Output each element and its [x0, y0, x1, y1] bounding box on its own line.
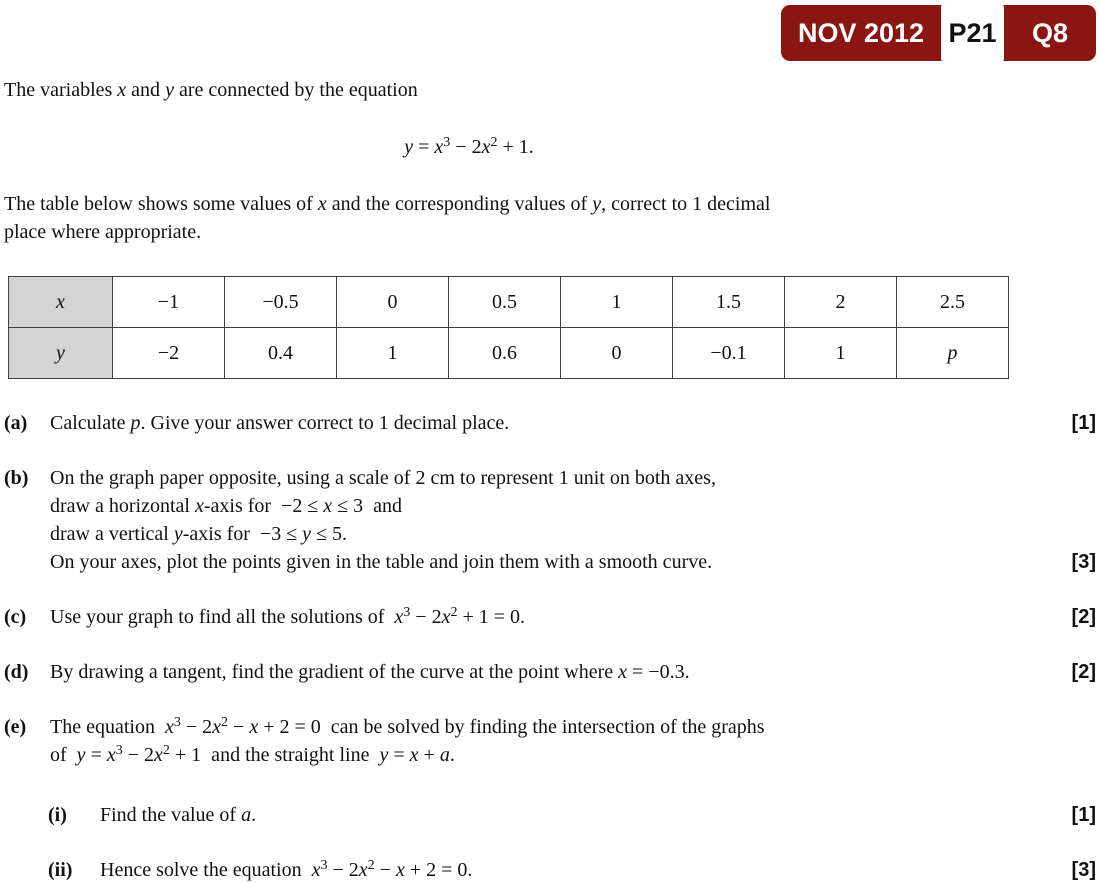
- part-a: [4, 409, 1096, 437]
- part-b-text: On the graph paper opposite, using a scale of 2 cm to represent 1 unit on both axes, draw a horizontal x-axis for −2 ≤ x ≤ 3 and draw a vertical y-axis for −3 ≤ y ≤ 5. On your axes, plot the points given in the table and join them with a smooth curve.: [50, 467, 716, 573]
- y-value-cell: 1: [785, 328, 897, 379]
- x-value-cell: 1: [561, 277, 673, 328]
- question-reference-banner: [781, 5, 1096, 61]
- part-b-marks: [3]: [1071, 551, 1096, 573]
- part-a-text: Calculate p. Give your answer correct to 1 decimal place.: [50, 412, 510, 434]
- part-e-text: The equation $x^3 - 2x^2 - x + 2 = 0$ can be solved by finding the intersection of the graphs of $y = x^3 - 2x^2 + 1$ and the straight line y = x + a.: [50, 715, 765, 766]
- y-value-cell: 0.4: [225, 328, 337, 379]
- part-c: [4, 603, 1096, 631]
- question-parts: [4, 409, 1096, 883]
- x-value-cell: −1: [113, 277, 225, 328]
- x-value-cell: −0.5: [225, 277, 337, 328]
- y-value-cell: 0: [561, 328, 673, 379]
- x-value-cell: 1.5: [673, 277, 785, 328]
- part-e-ii-label: (ii): [48, 859, 73, 881]
- part-e-i-label: (i): [48, 804, 67, 826]
- part-b-label: (b): [4, 467, 29, 489]
- x-value-cell: 2: [785, 277, 897, 328]
- part-d-label: (d): [4, 661, 29, 683]
- part-e-i-text: Find the value of a.: [100, 804, 257, 826]
- y-value-cell: 0.6: [449, 328, 561, 379]
- part-b: [4, 464, 1096, 576]
- part-c-text: Use your graph to find all the solutions of $x^3 - 2x^2 + 1 = 0$.: [50, 605, 526, 628]
- part-e-ii: [4, 856, 1096, 883]
- table-row-y: [9, 328, 1009, 379]
- part-d-text: By drawing a tangent, find the gradient of the curve at the point where x = −0.3.: [50, 661, 690, 683]
- part-e-ii-marks: [3]: [1071, 859, 1096, 881]
- y-value-cell: −0.1: [673, 328, 785, 379]
- part-e: [4, 713, 1096, 769]
- part-e-i-marks: [1]: [1071, 804, 1096, 826]
- part-e-marks: [1036, 713, 1096, 769]
- y-value-cell-p: p: [897, 328, 1009, 379]
- part-c-marks: [2]: [1071, 606, 1096, 628]
- main-equation: $y = x^3 - 2x^2 + 1$.: [404, 135, 534, 158]
- table-row-x: [9, 277, 1009, 328]
- part-c-label: (c): [4, 606, 27, 628]
- row-header-y: y: [9, 328, 113, 379]
- values-table: [8, 276, 1009, 379]
- row-header-x: x: [9, 277, 113, 328]
- x-value-cell: 2.5: [897, 277, 1009, 328]
- paper-number-badge: P21: [941, 5, 1004, 61]
- part-e-ii-text: Hence solve the equation $x^3 - 2x^2 - x + 2 = 0$.: [100, 858, 473, 881]
- x-value-cell: 0: [337, 277, 449, 328]
- part-a-marks: [1]: [1071, 412, 1096, 434]
- intro-sentence: The variables x and y are connected by the equation: [4, 79, 418, 101]
- table-description: [4, 190, 1096, 246]
- question-number-badge: Q8: [1031, 18, 1069, 48]
- part-d-marks: [2]: [1071, 661, 1096, 683]
- part-e-label: (e): [4, 716, 27, 738]
- part-e-i: [4, 801, 1096, 829]
- table-description-line: The table below shows some values of x and the corresponding values of y, correct to 1 decimal: [4, 193, 771, 215]
- part-a-label: (a): [4, 412, 28, 434]
- y-value-cell: −2: [113, 328, 225, 379]
- y-value-cell: 1: [337, 328, 449, 379]
- table-description-line: place where appropriate.: [4, 221, 202, 243]
- exam-session-label: NOV 2012: [797, 18, 925, 48]
- part-d: [4, 658, 1096, 686]
- x-value-cell: 0.5: [449, 277, 561, 328]
